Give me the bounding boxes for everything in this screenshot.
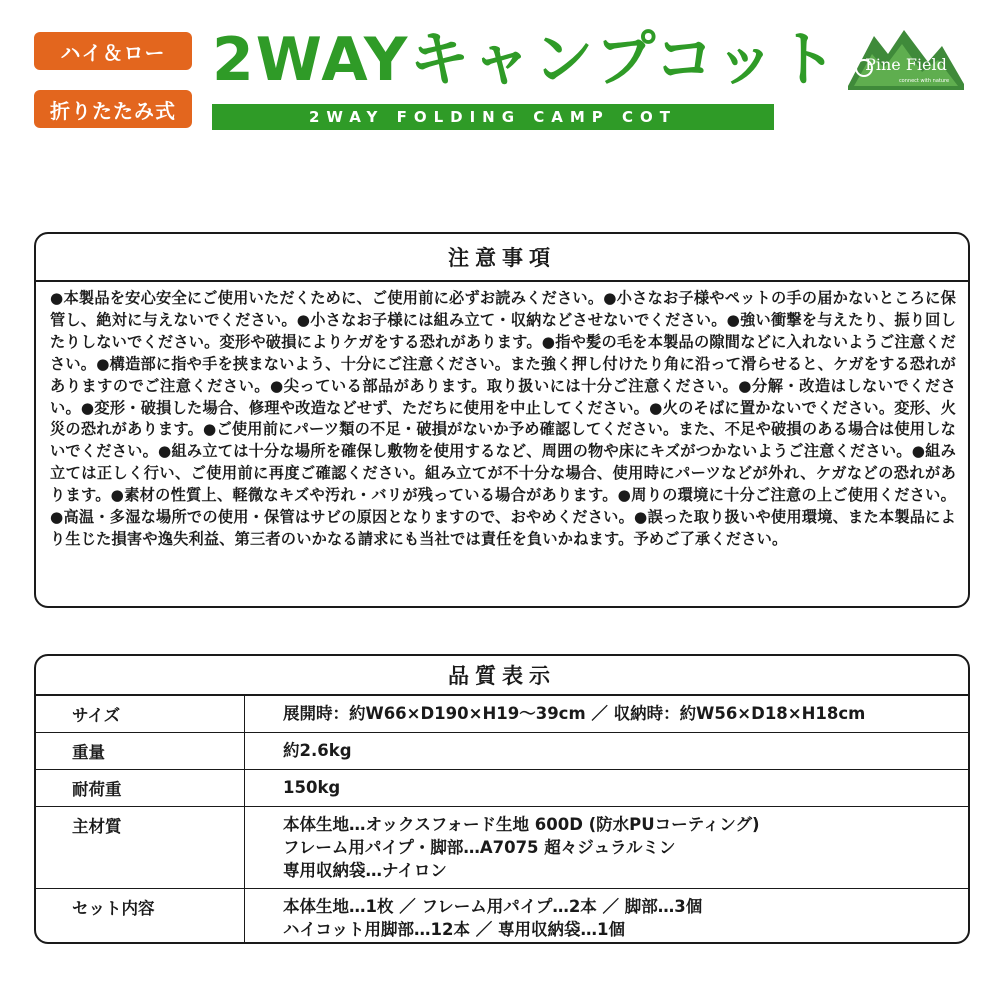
row-value: 展開時：約W66×D190×H19〜39cm ／ 収納時：約W56×D18×H18cm <box>283 704 866 723</box>
pine-field-logo <box>844 24 968 96</box>
brand-name: Pine Field <box>865 55 947 74</box>
quality-box <box>34 654 970 944</box>
row-value: 本体生地…1枚 ／ フレーム用パイプ…2本 ／ 脚部…3個 <box>283 897 703 916</box>
row-value: フレーム用パイプ・脚部…A7075 超々ジュラルミン <box>283 838 676 857</box>
row-label: セット内容 <box>36 889 245 945</box>
page-title: 2WAYキャンプコット <box>212 25 840 95</box>
page-subtitle: 2WAY FOLDING CAMP COT <box>212 104 774 130</box>
row-label: サイズ <box>36 696 245 733</box>
table-row <box>36 733 968 770</box>
caution-text: ●本製品を安心安全にご使用いただくために、ご使用前に必ずお読みください。●小さなお子様やペットの手の届かないところに保管し、絶対に与えないでください。●小さなお子様には組み立て・収納などさせないでください。●強い衝撃を与えたり、振り回したりしないでください。変形や破損によりケガをする恐れがあります。●指や髪の毛を本製品の隙間などに入れないようご注意ください。●構造部に指や手を挟まないよう、十分にご注意ください。また強く押し付けたり角に沿って滑らせると、ケガをする恐れがありますのでご注意ください。●尖っている部品があります。取り扱いには十分ご注意ください。●分解・改造はしないでください。●変形・破損した場合、修理や改造などせず、ただちに使用を中止してください。●火のそばに置かないでください。変形、火災の恐れがあります。●ご使用前にパーツ類の不足・破損がないか予め確認してください。また、不足や破損のある場合は使用しないでください。●組み立ては十分な場所を確保し敷物を使用するなど、周囲の物や床にキズがつかないようご注意ください。●組み立ては正しく行い、ご使用前に再度ご確認ください。組み立てが不十分な場合、使用時にパーツなどが外れ、ケガなどの恐れがあります。●素材の性質上、軽微なキズや汚れ・バリが残っている場合があります。●周りの環境に十分ご注意の上ご使用ください。●高温・多湿な場所での使用・保管はサビの原因となりますので、おやめください。●誤った取り扱いや使用環境、また本製品により生じた損害や逸失利益、第三者のいかなる請求にも当社では責任を負いかねます。予めご了承ください。 <box>50 289 956 548</box>
table-row <box>36 770 968 807</box>
caution-heading: 注意事項 <box>36 234 968 282</box>
table-row <box>36 696 968 733</box>
row-label: 重量 <box>36 733 245 770</box>
quality-table <box>36 696 968 944</box>
row-value: ハイコット用脚部…12本 ／ 専用収納袋…1個 <box>283 920 625 939</box>
row-value: 本体生地…オックスフォード生地 600D (防水PUコーティング) <box>283 815 760 834</box>
caution-box <box>34 232 970 608</box>
table-row <box>36 889 968 945</box>
row-label: 耐荷重 <box>36 770 245 807</box>
row-value: 約2.6kg <box>283 741 352 760</box>
brand-tagline: connect with nature <box>898 78 950 84</box>
row-value: 専用収納袋…ナイロン <box>283 861 447 880</box>
quality-heading: 品質表示 <box>36 656 968 696</box>
badge-high-low: ハイ＆ロー <box>34 32 192 70</box>
row-label: 主材質 <box>36 807 245 889</box>
table-row <box>36 807 968 889</box>
badge-folding: 折りたたみ式 <box>34 90 192 128</box>
row-value: 150kg <box>283 778 341 797</box>
